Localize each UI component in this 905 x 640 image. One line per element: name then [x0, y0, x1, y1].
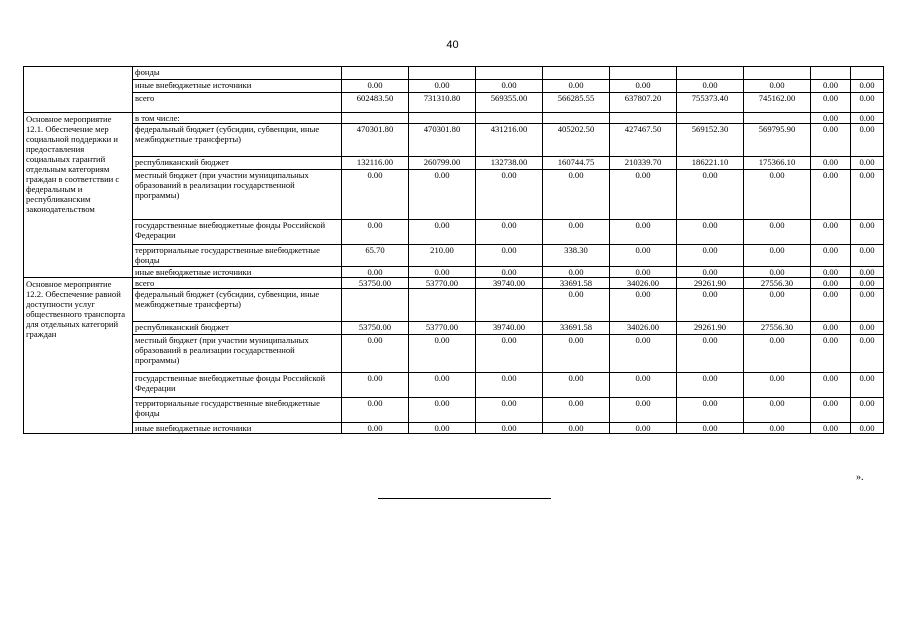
- funding-source-cell: в том числе:: [133, 113, 342, 124]
- value-cell: [409, 289, 476, 322]
- value-cell: 160744.75: [543, 157, 610, 170]
- value-cell: 0.00: [744, 245, 811, 267]
- value-cell: 0.00: [476, 245, 543, 267]
- value-cell: 0.00: [811, 93, 851, 113]
- table-row: [24, 398, 884, 423]
- value-cell: 0.00: [851, 335, 884, 373]
- value-cell: 0.00: [851, 322, 884, 335]
- value-cell: 0.00: [409, 267, 476, 278]
- table-row: [24, 245, 884, 267]
- value-cell: 27556.30: [744, 278, 811, 289]
- value-cell: [610, 113, 677, 124]
- value-cell: [610, 67, 677, 80]
- funding-source-cell: иные внебюджетные источники: [133, 267, 342, 278]
- value-cell: [476, 67, 543, 80]
- value-cell: 0.00: [409, 220, 476, 245]
- value-cell: 0.00: [851, 423, 884, 434]
- value-cell: 186221.10: [677, 157, 744, 170]
- table-row: [24, 157, 884, 170]
- value-cell: 0.00: [677, 245, 744, 267]
- value-cell: 29261.90: [677, 322, 744, 335]
- value-cell: 0.00: [811, 124, 851, 157]
- table-row: [24, 113, 884, 124]
- value-cell: 0.00: [342, 267, 409, 278]
- value-cell: 0.00: [610, 373, 677, 398]
- value-cell: 0.00: [851, 245, 884, 267]
- value-cell: 53750.00: [342, 278, 409, 289]
- value-cell: 210.00: [409, 245, 476, 267]
- value-cell: 0.00: [342, 373, 409, 398]
- closing-quote: ».: [856, 472, 864, 483]
- value-cell: [543, 67, 610, 80]
- value-cell: 0.00: [610, 245, 677, 267]
- value-cell: [409, 113, 476, 124]
- value-cell: 0.00: [851, 267, 884, 278]
- value-cell: 33691.58: [543, 322, 610, 335]
- value-cell: 0.00: [851, 113, 884, 124]
- value-cell: 0.00: [677, 373, 744, 398]
- value-cell: 0.00: [811, 322, 851, 335]
- value-cell: 569355.00: [476, 93, 543, 113]
- value-cell: 0.00: [811, 373, 851, 398]
- funding-source-cell: местный бюджет (при участии муниципальных образований в реализации государственной программы): [133, 170, 342, 220]
- value-cell: 0.00: [677, 289, 744, 322]
- value-cell: 0.00: [476, 373, 543, 398]
- table-row: [24, 67, 884, 80]
- value-cell: 0.00: [744, 373, 811, 398]
- value-cell: 0.00: [610, 220, 677, 245]
- value-cell: 470301.80: [342, 124, 409, 157]
- funding-source-cell: федеральный бюджет (субсидии, субвенции, иные межбюджетные трансферты): [133, 124, 342, 157]
- value-cell: 0.00: [851, 93, 884, 113]
- value-cell: 0.00: [744, 267, 811, 278]
- value-cell: 0.00: [476, 267, 543, 278]
- value-cell: 0.00: [811, 80, 851, 93]
- value-cell: 175366.10: [744, 157, 811, 170]
- funding-source-cell: государственные внебюджетные фонды Российской Федерации: [133, 220, 342, 245]
- value-cell: 0.00: [476, 335, 543, 373]
- value-cell: 0.00: [409, 170, 476, 220]
- value-cell: 0.00: [409, 373, 476, 398]
- value-cell: 0.00: [342, 80, 409, 93]
- value-cell: 427467.50: [610, 124, 677, 157]
- table-row: [24, 373, 884, 398]
- value-cell: 602483.50: [342, 93, 409, 113]
- value-cell: 34026.00: [610, 278, 677, 289]
- value-cell: 0.00: [342, 398, 409, 423]
- value-cell: 731310.80: [409, 93, 476, 113]
- value-cell: 569795.90: [744, 124, 811, 157]
- value-cell: 569152.30: [677, 124, 744, 157]
- value-cell: 0.00: [851, 373, 884, 398]
- value-cell: 0.00: [543, 220, 610, 245]
- value-cell: 0.00: [811, 157, 851, 170]
- value-cell: 745162.00: [744, 93, 811, 113]
- value-cell: 566285.55: [543, 93, 610, 113]
- value-cell: 0.00: [851, 80, 884, 93]
- value-cell: 0.00: [744, 170, 811, 220]
- program-cell: Основное мероприятие 12.1. Обеспечение мер социальной поддержки и предоставления социальных гарантий отдельным категориям граждан в соответствии с федеральным и республиканским законодательством: [24, 113, 133, 278]
- value-cell: 53750.00: [342, 322, 409, 335]
- value-cell: [811, 67, 851, 80]
- value-cell: 0.00: [610, 170, 677, 220]
- value-cell: 53770.00: [409, 322, 476, 335]
- value-cell: 0.00: [342, 220, 409, 245]
- value-cell: 34026.00: [610, 322, 677, 335]
- value-cell: [342, 289, 409, 322]
- value-cell: 431216.00: [476, 124, 543, 157]
- value-cell: 0.00: [677, 398, 744, 423]
- value-cell: [543, 113, 610, 124]
- funding-source-cell: всего: [133, 278, 342, 289]
- value-cell: 39740.00: [476, 322, 543, 335]
- table-row: [24, 267, 884, 278]
- table-row: [24, 322, 884, 335]
- table-row: [24, 278, 884, 289]
- value-cell: 0.00: [476, 423, 543, 434]
- table-row: [24, 93, 884, 113]
- value-cell: 0.00: [409, 80, 476, 93]
- value-cell: 29261.90: [677, 278, 744, 289]
- value-cell: [342, 67, 409, 80]
- table-row: [24, 289, 884, 322]
- funding-source-cell: всего: [133, 93, 342, 113]
- value-cell: [342, 113, 409, 124]
- value-cell: 0.00: [543, 398, 610, 423]
- footnote-separator-line: [378, 498, 551, 499]
- value-cell: 338.30: [543, 245, 610, 267]
- value-cell: 0.00: [409, 398, 476, 423]
- value-cell: 0.00: [677, 170, 744, 220]
- value-cell: 0.00: [811, 289, 851, 322]
- value-cell: [851, 67, 884, 80]
- funding-source-cell: фонды: [133, 67, 342, 80]
- value-cell: 0.00: [851, 220, 884, 245]
- funding-source-cell: республиканский бюджет: [133, 157, 342, 170]
- value-cell: 0.00: [851, 157, 884, 170]
- table-body: [24, 67, 884, 434]
- value-cell: 0.00: [476, 80, 543, 93]
- value-cell: [476, 113, 543, 124]
- value-cell: [744, 67, 811, 80]
- value-cell: 33691.58: [543, 278, 610, 289]
- value-cell: 0.00: [811, 170, 851, 220]
- value-cell: 0.00: [610, 423, 677, 434]
- funding-source-cell: территориальные государственные внебюджетные фонды: [133, 398, 342, 423]
- value-cell: 0.00: [543, 289, 610, 322]
- value-cell: 470301.80: [409, 124, 476, 157]
- page-number: 40: [446, 39, 459, 51]
- value-cell: 0.00: [811, 220, 851, 245]
- value-cell: [476, 289, 543, 322]
- value-cell: 0.00: [476, 398, 543, 423]
- value-cell: 260799.00: [409, 157, 476, 170]
- value-cell: 53770.00: [409, 278, 476, 289]
- value-cell: 65.70: [342, 245, 409, 267]
- value-cell: 0.00: [409, 423, 476, 434]
- value-cell: 27556.30: [744, 322, 811, 335]
- value-cell: 0.00: [811, 423, 851, 434]
- value-cell: 0.00: [744, 335, 811, 373]
- value-cell: 132738.00: [476, 157, 543, 170]
- funding-source-cell: иные внебюджетные источники: [133, 80, 342, 93]
- value-cell: 0.00: [677, 335, 744, 373]
- value-cell: 0.00: [610, 398, 677, 423]
- funding-source-cell: республиканский бюджет: [133, 322, 342, 335]
- value-cell: 0.00: [851, 289, 884, 322]
- value-cell: 405202.50: [543, 124, 610, 157]
- value-cell: 0.00: [476, 220, 543, 245]
- value-cell: 0.00: [342, 423, 409, 434]
- value-cell: [409, 67, 476, 80]
- value-cell: 0.00: [677, 267, 744, 278]
- value-cell: [744, 113, 811, 124]
- table-row: [24, 423, 884, 434]
- value-cell: [677, 113, 744, 124]
- value-cell: 0.00: [811, 267, 851, 278]
- value-cell: 637807.20: [610, 93, 677, 113]
- value-cell: 0.00: [610, 289, 677, 322]
- budget-table: [23, 66, 884, 434]
- table-row: [24, 335, 884, 373]
- table-row: [24, 124, 884, 157]
- value-cell: 0.00: [851, 398, 884, 423]
- value-cell: 0.00: [543, 423, 610, 434]
- value-cell: 0.00: [811, 335, 851, 373]
- value-cell: 0.00: [851, 278, 884, 289]
- value-cell: 0.00: [811, 398, 851, 423]
- value-cell: 0.00: [744, 220, 811, 245]
- value-cell: 0.00: [476, 170, 543, 220]
- value-cell: 0.00: [543, 170, 610, 220]
- value-cell: 755373.40: [677, 93, 744, 113]
- value-cell: 0.00: [811, 278, 851, 289]
- program-cell: Основное мероприятие 12.2. Обеспечение равной доступности услуг общественного транспорта для отдельных категорий граждан: [24, 278, 133, 434]
- value-cell: 0.00: [677, 80, 744, 93]
- table-row: [24, 220, 884, 245]
- value-cell: 0.00: [610, 335, 677, 373]
- table-row: [24, 80, 884, 93]
- value-cell: 210339.70: [610, 157, 677, 170]
- value-cell: 0.00: [610, 80, 677, 93]
- value-cell: 0.00: [610, 267, 677, 278]
- funding-source-cell: местный бюджет (при участии муниципальных образований в реализации государственной программы): [133, 335, 342, 373]
- value-cell: [677, 67, 744, 80]
- value-cell: 0.00: [677, 423, 744, 434]
- value-cell: 0.00: [744, 423, 811, 434]
- value-cell: 0.00: [744, 289, 811, 322]
- value-cell: 39740.00: [476, 278, 543, 289]
- value-cell: 0.00: [543, 373, 610, 398]
- value-cell: 0.00: [811, 245, 851, 267]
- table-row: [24, 170, 884, 220]
- funding-source-cell: территориальные государственные внебюджетные фонды: [133, 245, 342, 267]
- value-cell: 0.00: [744, 398, 811, 423]
- value-cell: 0.00: [677, 220, 744, 245]
- value-cell: 0.00: [851, 170, 884, 220]
- value-cell: 0.00: [851, 124, 884, 157]
- value-cell: 0.00: [811, 113, 851, 124]
- value-cell: 0.00: [342, 170, 409, 220]
- value-cell: 0.00: [543, 80, 610, 93]
- value-cell: 132116.00: [342, 157, 409, 170]
- program-cell: [24, 67, 133, 113]
- value-cell: 0.00: [342, 335, 409, 373]
- funding-source-cell: иные внебюджетные источники: [133, 423, 342, 434]
- funding-source-cell: федеральный бюджет (субсидии, субвенции, иные межбюджетные трансферты): [133, 289, 342, 322]
- value-cell: 0.00: [543, 335, 610, 373]
- value-cell: 0.00: [409, 335, 476, 373]
- value-cell: 0.00: [543, 267, 610, 278]
- funding-source-cell: государственные внебюджетные фонды Российской Федерации: [133, 373, 342, 398]
- value-cell: 0.00: [744, 80, 811, 93]
